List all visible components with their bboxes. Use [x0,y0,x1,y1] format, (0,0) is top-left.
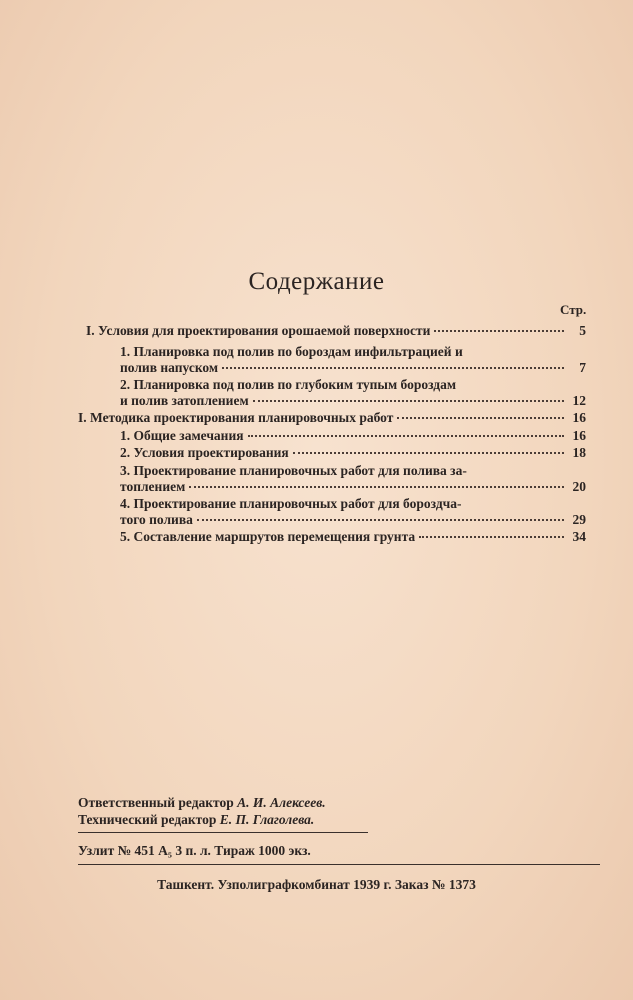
leader-dots [189,486,564,488]
toc-entry-text: 1. Общие замечания [120,428,244,443]
leader-dots [248,435,564,437]
toc-entry-text: I. Условия для проектирования орошаемой поверхности [86,323,431,338]
toc-entry-line1: 2. Планировка под полив по глубоким тупым бороздам [120,377,457,392]
toc-entry-page: 20 [572,479,586,494]
leader-dots [397,417,564,419]
toc-entry [120,496,586,528]
printer-line: Ташкент. Узполиграфкомбинат 1939 г. Заказ № 1373 [157,877,476,892]
toc-entry-page: 12 [572,393,586,408]
toc-entry-page: 16 [572,410,586,425]
toc-entry [86,323,586,339]
toc-entry-text: 5. Составление маршрутов перемещения грунта [120,529,416,544]
page-title: Содержание [248,268,385,295]
toc-entry-page: 34 [572,529,586,544]
leader-dots [197,519,564,521]
toc-entry-page: 5 [579,323,586,338]
toc-entry-text: топлением [120,479,186,494]
technical-editor-line [78,811,326,828]
leader-dots [293,452,564,454]
leader-dots [434,330,564,332]
technical-editor-label: Технический редактор [78,812,217,827]
toc-entry-text: и полив затоплением [120,393,249,408]
credits-block [78,794,326,828]
toc-entry [120,428,586,444]
leader-dots [253,400,564,402]
divider [78,832,368,833]
imprint-line: Узлит № 451 А₅ 3 п. л. Тираж 1000 экз. [78,843,311,858]
leader-dots [222,367,564,369]
toc-entry-line1: 4. Проектирование планировочных работ для бороздча- [120,496,462,511]
toc-entry-page: 18 [572,445,586,460]
toc-entry [120,377,586,409]
responsible-editor-name: А. И. Алексеев. [237,795,326,810]
toc-entry-text: I. Методика проектирования планировочных работ [78,410,394,425]
toc-entry-text: того полива [120,512,193,527]
toc-entry [120,445,586,461]
toc-entry-page: 16 [572,428,586,443]
toc-entry-line1: 1. Планировка под полив по бороздам инфильтрацией и [120,344,463,359]
toc-entry [120,529,586,545]
divider [78,864,600,865]
toc-entry-page: 29 [572,512,586,527]
toc-entry [120,344,586,376]
leader-dots [419,536,564,538]
toc-entry [120,463,586,495]
technical-editor-name: Е. П. Глаголева. [219,812,315,827]
toc-entry-text: полив напуском [120,360,219,375]
page-column-label: Стр. [560,302,587,317]
toc-entry-text: 2. Условия проектирования [120,445,289,460]
responsible-editor-line [78,794,326,811]
toc-entry-line1: 3. Проектирование планировочных работ для полива за- [120,463,467,478]
toc-entry [78,410,586,426]
responsible-editor-label: Ответственный редактор [78,795,234,810]
toc-entry-page: 7 [579,360,586,375]
